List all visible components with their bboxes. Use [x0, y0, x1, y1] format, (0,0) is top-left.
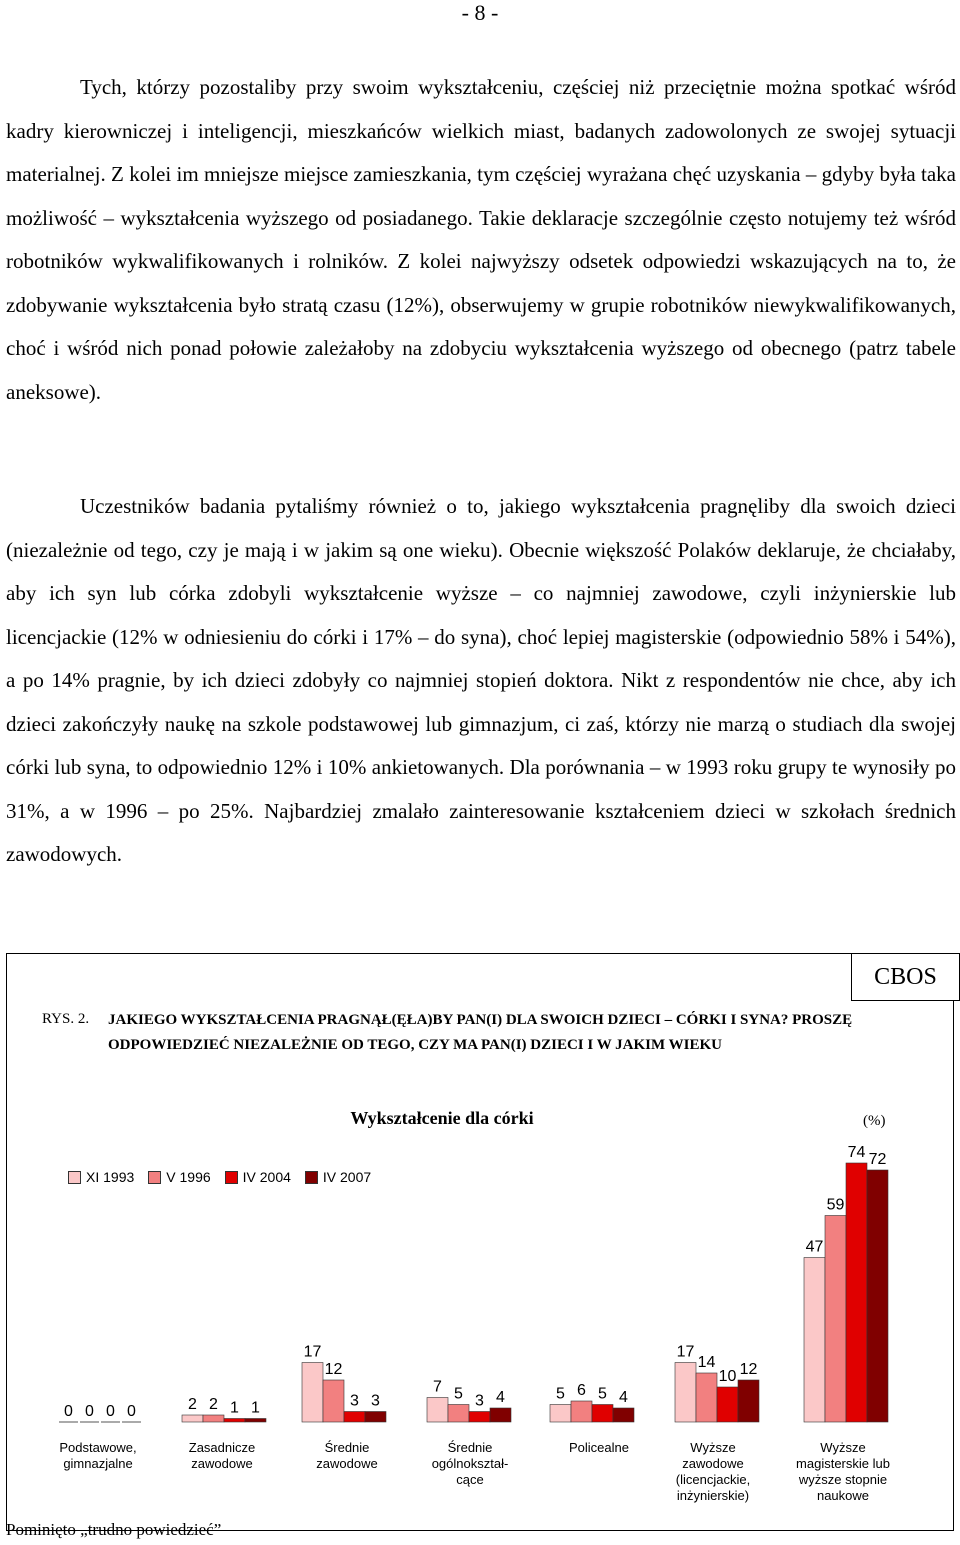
- legend-label: IV 2004: [242, 1169, 291, 1185]
- bar: [571, 1401, 592, 1422]
- paragraph-1-text: Tych, którzy pozostaliby przy swoim wykształceniu, częściej niż przeciętnie można spotkać wśród kadry kierowniczej i inteligencji, mieszkańców wielkich miast, badanych zadowolonych ze swojej sytuacji materialnej. Z kolei im mniejsze miejsce zamieszkania, tym częściej wyrażana chęć uzyskania – gdyby była taka możliwość – wykształcenia wyższego od posiadanego. Takie deklaracje szczególnie często notujemy też wśród robotników wykwalifikowanych i rolników. Z kolei najwyższy odsetek odpowiedzi wskazujących na to, że zdobywanie wykształcenia było stratą czasu (12%), obserwujemy w grupie robotników niewykwalifikowanych, choć i wśród nich ponad połowie zależałoby na zdobyciu wykształcenia wyższego od obecnego (patrz tabele aneksowe).: [6, 75, 956, 404]
- paragraph-2-text: Uczestników badania pytaliśmy również o to, jakiego wykształcenia pragnęliby dla swoich dzieci (niezależnie od tego, czy je mają i w jakim są one wieku). Obecnie większość Polaków deklaruje, że chciałaby, aby ich syn lub córka zdobyli wykształcenie wyższe – co najmniej zawodowe, czyli inżynierskie lub licencjackie (12% w odniesieniu do córki i 17% – do syna), choć lepiej magisterskie (odpowiednio 58% i 54%), a po 14% pragnie, by ich dzieci zdobyły co najmniej stopień doktora. Nikt z respondentów nie chce, aby ich dzieci zakończyły naukę na szkole podstawowej lub gimnazjum, ci zaś, którzy nie marzą o studiach dla swojej córki lub syna, to odpowiednio 12% i 10% ankietowanych. Dla porównania – w 1993 roku grupy te wynosiły po 31%, a w 1996 – po 25%. Najbardziej zmalało zainteresowanie kształceniem dzieci w szkołach średnich zawodowych.: [6, 494, 956, 866]
- legend-label: IV 2007: [322, 1169, 372, 1185]
- data-label: 12: [324, 1361, 343, 1378]
- chart-title: Wykształcenie dla córki: [350, 1108, 534, 1128]
- legend-label: V 1996: [166, 1169, 211, 1185]
- category-label: Podstawowe, gimnazjalne: [59, 1440, 137, 1471]
- bar: [592, 1405, 613, 1423]
- bar: [203, 1415, 224, 1422]
- bar: [696, 1373, 717, 1422]
- bar: [490, 1408, 511, 1422]
- category-label: Wyższe magisterskie lub wyższe stopnie naukowe: [796, 1440, 890, 1503]
- chart-unit: (%): [863, 1113, 886, 1129]
- bar: [224, 1419, 245, 1423]
- figure-title: JAKIEGO WYKSZTAŁCENIA PRAGNĄŁ(ĘŁA)BY PAN(I) DLA SWOICH DZIECI – CÓRKI I SYNA? PROSZĘ ODPOWIEDZIEĆ NIEZALEŻNIE OD TEGO, CZY MA PAN(I) DZIECI I W JAKIM WIEKU: [108, 1012, 853, 1053]
- data-label: 3: [371, 1392, 380, 1410]
- category-label: Średnie ogólnokształ-cące: [431, 1440, 509, 1487]
- bar: [846, 1163, 867, 1422]
- data-label: 3: [475, 1392, 484, 1410]
- data-label: 0: [85, 1403, 94, 1420]
- legend-label: XI 1993: [86, 1169, 135, 1185]
- data-label: 59: [826, 1196, 845, 1214]
- bar: [344, 1412, 365, 1423]
- bar: [427, 1398, 448, 1423]
- figure-footnote: Pominięto „trudno powiedzieć”: [6, 1520, 222, 1539]
- data-label: 14: [697, 1354, 716, 1371]
- bar: [302, 1363, 323, 1423]
- category-label: Wyższe zawodowe (licencjackie, inżynierskie): [675, 1440, 751, 1503]
- data-label: 17: [303, 1343, 322, 1361]
- data-label: 1: [251, 1399, 260, 1417]
- bar: [867, 1170, 888, 1422]
- data-label: 0: [127, 1403, 136, 1420]
- data-label: 74: [847, 1144, 866, 1161]
- bar: [550, 1405, 571, 1423]
- data-label: 10: [718, 1368, 737, 1385]
- bar: [675, 1363, 696, 1423]
- data-label: 0: [64, 1403, 73, 1420]
- data-label: 2: [209, 1396, 218, 1413]
- bar: [613, 1408, 634, 1422]
- data-label: 12: [739, 1361, 758, 1378]
- bar: [245, 1419, 266, 1423]
- bar: [182, 1415, 203, 1422]
- category-label: Policealne: [569, 1440, 629, 1455]
- data-label: 5: [556, 1385, 565, 1403]
- bar: [825, 1216, 846, 1423]
- data-label: 4: [619, 1389, 628, 1406]
- data-label: 3: [350, 1392, 359, 1410]
- cbos-badge: CBOS: [851, 953, 960, 1001]
- category-label: Średnie zawodowe: [316, 1440, 378, 1471]
- data-label: 2: [188, 1396, 197, 1413]
- data-label: 5: [598, 1385, 607, 1403]
- category-label: Zasadnicze zawodowe: [188, 1440, 256, 1471]
- data-label: 4: [496, 1389, 505, 1406]
- bar: [738, 1380, 759, 1422]
- page-number: - 8 -: [461, 0, 499, 25]
- figure-label: RYS. 2.: [42, 1011, 90, 1027]
- data-label: 6: [577, 1382, 586, 1399]
- bar: [448, 1405, 469, 1423]
- data-label: 1: [230, 1399, 239, 1417]
- bar: [469, 1412, 490, 1423]
- bar: [804, 1258, 825, 1423]
- data-label: 5: [454, 1385, 463, 1403]
- bar: [365, 1412, 386, 1423]
- data-label: 0: [106, 1403, 115, 1420]
- data-label: 72: [868, 1151, 887, 1168]
- data-label: 17: [676, 1343, 695, 1361]
- bar: [323, 1380, 344, 1422]
- bar: [717, 1387, 738, 1422]
- data-label: 47: [805, 1238, 824, 1256]
- data-label: 7: [433, 1378, 442, 1396]
